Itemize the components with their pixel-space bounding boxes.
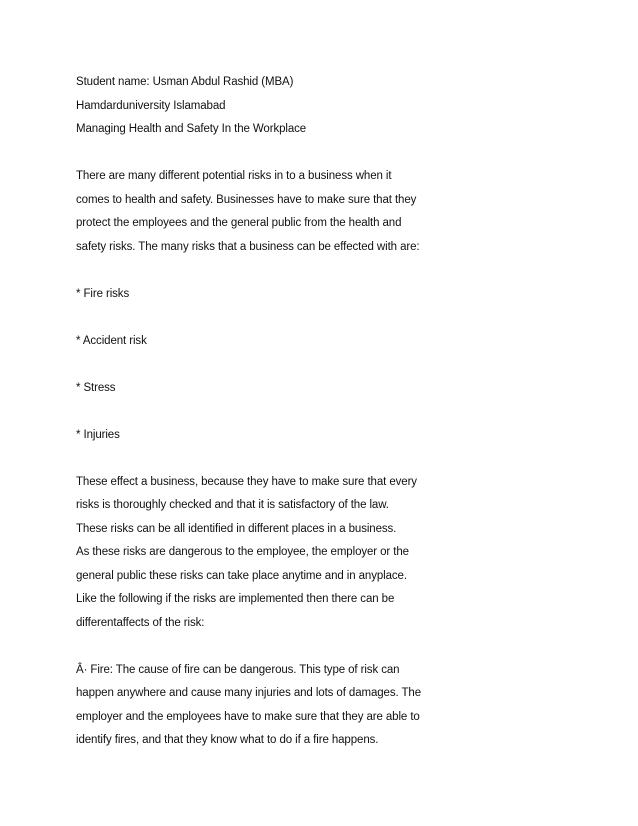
paragraph-line: protect the employees and the general public from the health and [76,217,402,229]
paragraph-line: There are many different potential risks in to a business when it [76,170,392,182]
paragraph-line: comes to health and safety. Businesses have to make sure that they [76,194,417,206]
paragraph-line: general public these risks can take place anytime and in anyplace. [76,570,407,582]
document-title: Managing Health and Safety In the Workplace [76,123,307,135]
risk-list-item: * Stress [76,382,116,394]
paragraph-line: risks is thoroughly checked and that it is satisfactory of the law. [76,499,389,511]
paragraph-line: These effect a business, because they have to make sure that every [76,476,417,488]
paragraph-line: Like the following if the risks are implemented then there can be [76,593,395,605]
student-name: Student name: Usman Abdul Rashid (MBA) [76,76,294,88]
paragraph-line: happen anywhere and cause many injuries and lots of damages. The [76,687,422,699]
paragraph-line: employer and the employees have to make sure that they are able to [76,711,420,723]
risk-list-item: * Accident risk [76,335,147,347]
paragraph-line: differentaffects of the risk: [76,617,205,629]
university-name: Hamdarduniversity Islamabad [76,100,226,112]
paragraph-line: safety risks. The many risks that a business can be effected with are: [76,241,420,253]
paragraph-line: As these risks are dangerous to the employee, the employer or the [76,546,409,558]
paragraph-line: identify fires, and that they know what to do if a fire happens. [76,734,379,746]
risk-list-item: * Fire risks [76,288,130,300]
paragraph-line: Â· Fire: The cause of fire can be dangerous. This type of risk can [76,664,400,676]
paragraph-line: These risks can be all identified in different places in a business. [76,523,397,535]
risk-list-item: * Injuries [76,429,120,441]
